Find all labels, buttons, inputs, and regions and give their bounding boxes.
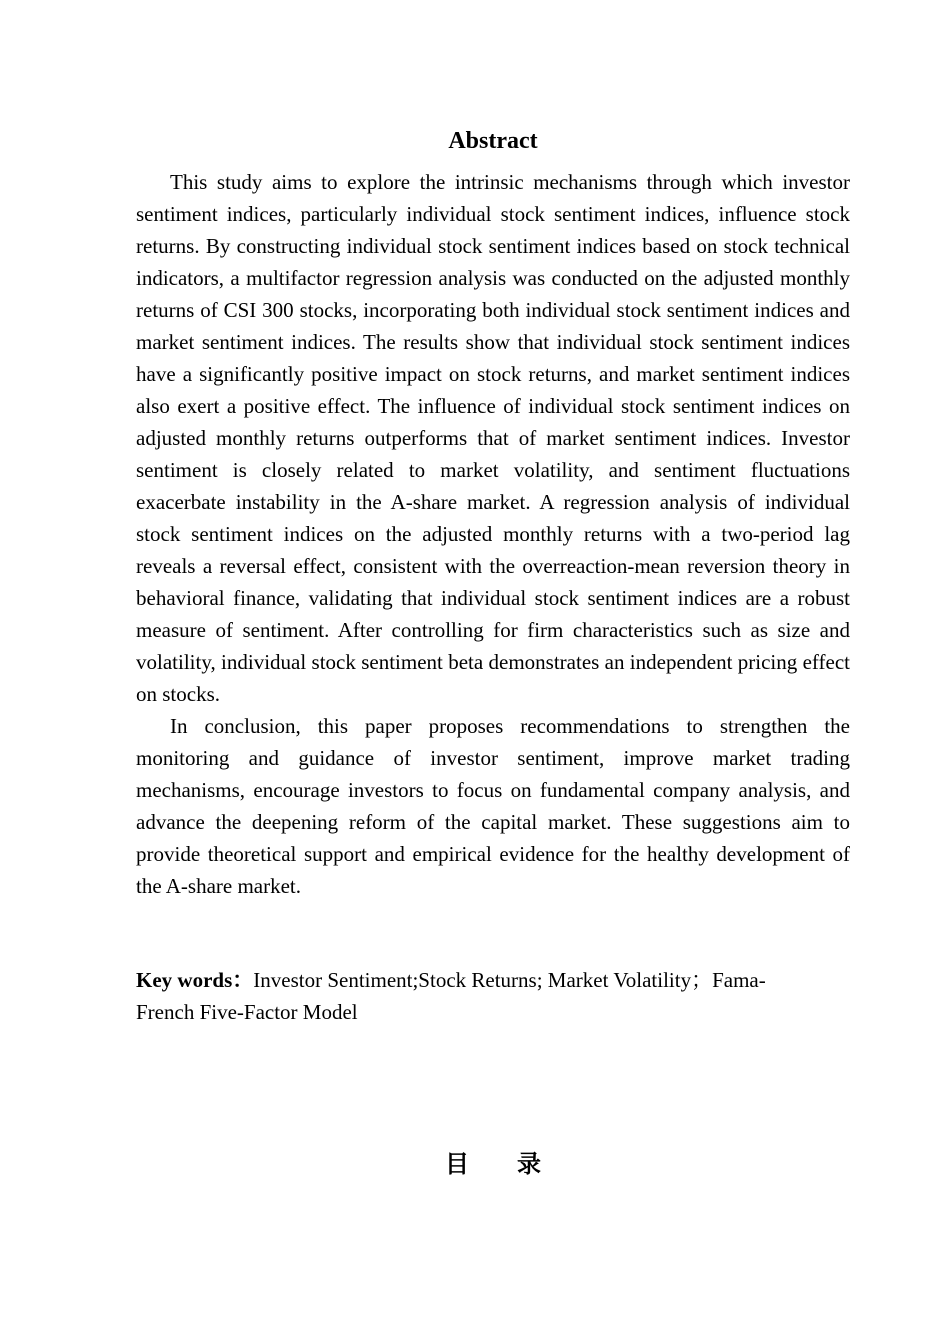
keywords-line [136,964,816,1028]
abstract-paragraph-1: This study aims to explore the intrinsic mechanisms through which investor sentiment indices, particularly individual stock sentiment indices, influence stock returns. By constructing individual stock sentiment indices based on stock technical indicators, a multifactor regression analysis was conducted on the adjusted monthly returns of CSI 300 stocks, incorporating both individual stock sentiment indices and market sentiment indices. The results show that individual stock sentiment indices have a significantly positive impact on stock returns, and market sentiment indices also exert a positive effect. The influence of individual stock sentiment indices on adjusted monthly returns outperforms that of market sentiment indices. Investor sentiment is closely related to market volatility, and sentiment fluctuations exacerbate instability in the A-share market. A regression analysis of individual stock sentiment indices on the adjusted monthly returns with a two-period lag reveals a reversal effect, consistent with the overreaction-mean reversion theory in behavioral finance, validating that individual stock sentiment indices are a robust measure of sentiment. After controlling for firm characteristics such as size and volatility, individual stock sentiment beta demonstrates an independent pricing effect on stocks. [136,170,850,706]
abstract-paragraph-2: In conclusion, this paper proposes recommendations to strengthen the monitoring and guidance of investor sentiment, improve market trading mechanisms, encourage investors to focus on fundamental company analysis, and advance the deepening reform of the capital market. These suggestions aim to provide theoretical support and empirical evidence for the healthy development of the A-share market. [136,714,850,898]
toc-heading-char-1: 目 [445,1150,469,1178]
keywords-label: Key words： [136,968,254,992]
toc-heading-char-2: 录 [517,1150,541,1178]
abstract-title: Abstract [448,128,538,154]
abstract-body [136,166,850,902]
table-of-contents-heading [136,1148,850,1180]
keywords-text: Investor Sentiment;Stock Returns; Market Volatility；Fama-French Five-Factor Model [136,968,766,1024]
